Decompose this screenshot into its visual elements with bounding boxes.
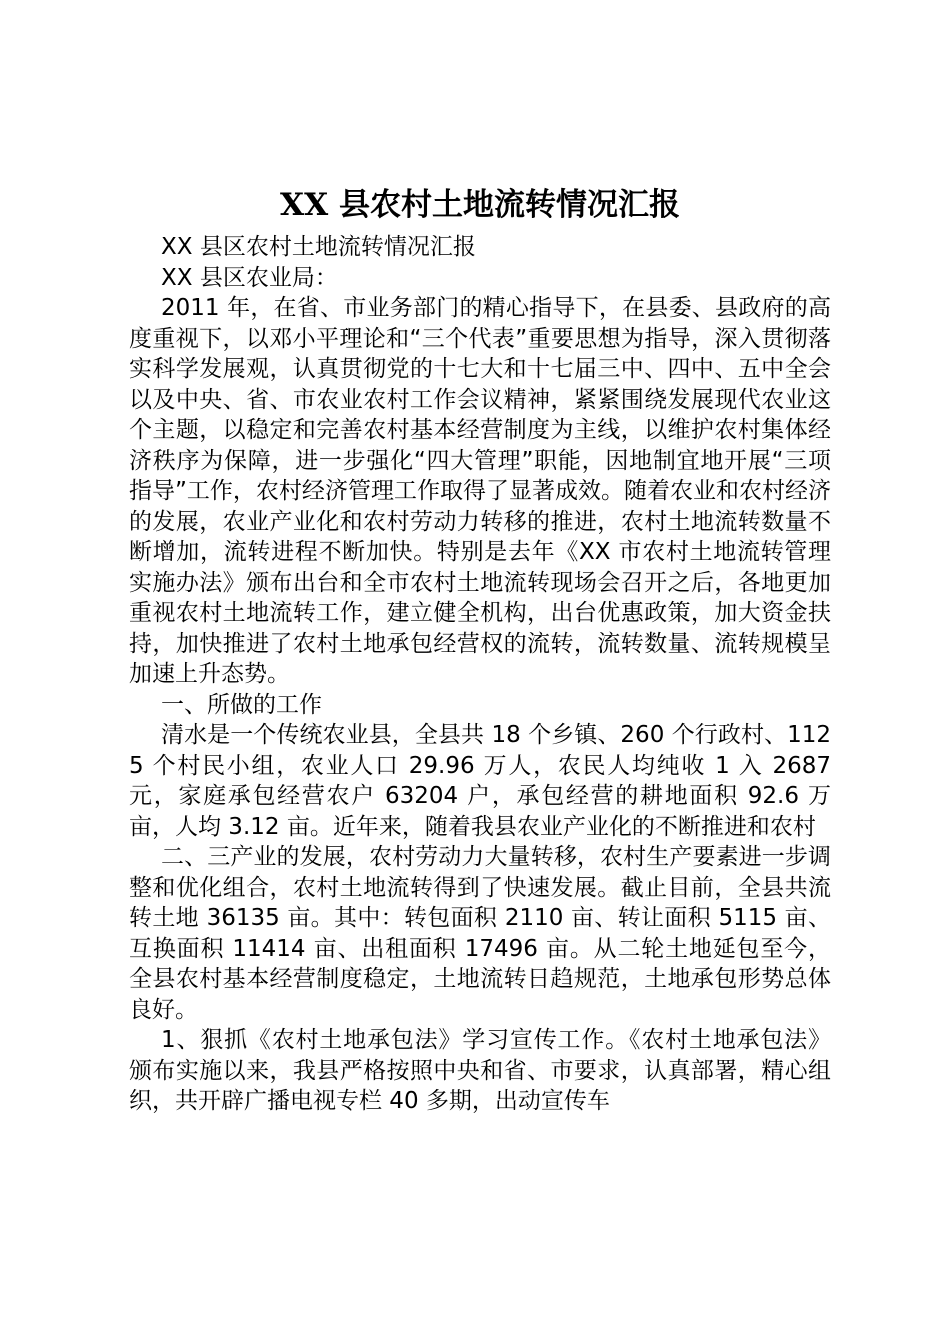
section-heading-work-done: 一、所做的工作 <box>161 691 322 718</box>
document-body <box>129 232 831 1117</box>
report-heading-paragraph: XX 县区农村土地流转情况汇报 <box>161 234 476 260</box>
county-overview-paragraph: 清水是一个传统农业县，全县共 18 个乡镇、260 个行政村、1125 个村民小组，农业人口 29.96 万人，农民人均纯收 1 入 2687 元，家庭承包经营农户 63204 户，承包经营的耕地面积 92.6 万亩，人均 3.12 亩。近年来，随着我县农业产业化的不断推进和农村 <box>129 722 831 840</box>
intro-paragraph: 2011 年，在省、市业务部门的精心指导下，在县委、县政府的高度重视下，以邓小平理论和“三个代表”重要思想为指导，深入贯彻落实科学发展观，认真贯彻党的十七大和十七届三中、四中、五中全会以及中央、省、市农业农村工作会议精神，紧紧围绕发展现代农业这个主题，以稳定和完善农村基本经营制度为主线，以维护农村集体经济秩序为保障，进一步强化“四大管理”职能，因地制宜地开展“三项指导”工作，农村经济管理工作取得了显著成效。随着农业和农村经济的发展，农业产业化和农村劳动力转移的推进，农村土地流转数量不断增加，流转进程不断加快。特别是去年《XX 市农村土地流转管理实施办法》颁布出台和全市农村土地流转现场会召开之后，各地更加重视农村土地流转工作，建立健全机构，出台优惠政策，加大资金扶持，加快推进了农村土地承包经营权的流转，流转数量、流转规模呈加速上升态势。 <box>129 295 831 687</box>
document-title: XX 县农村土地流转情况汇报 <box>280 187 680 223</box>
addressee-paragraph: XX 县区农业局： <box>161 264 338 291</box>
land-transfer-stats-paragraph: 二、三产业的发展，农村劳动力大量转移，农村生产要素进一步调整和优化组合，农村土地流转得到了快速发展。截止目前，全县共流转土地 36135 亩。其中：转包面积 2110 亩、转让面积 5115 亩、互换面积 11414 亩、出租面积 17496 亩。从二轮土地延包至今，全县农村基本经营制度稳定，土地流转日趋规范，土地承包形势总体良好。 <box>129 844 831 1023</box>
publicity-paragraph: 1、狠抓《农村土地承包法》学习宣传工作。《农村土地承包法》颁布实施以来，我县严格按照中央和省、市要求，认真部署，精心组织，共开辟广播电视专栏 40 多期，出动宣传车 <box>129 1027 831 1114</box>
